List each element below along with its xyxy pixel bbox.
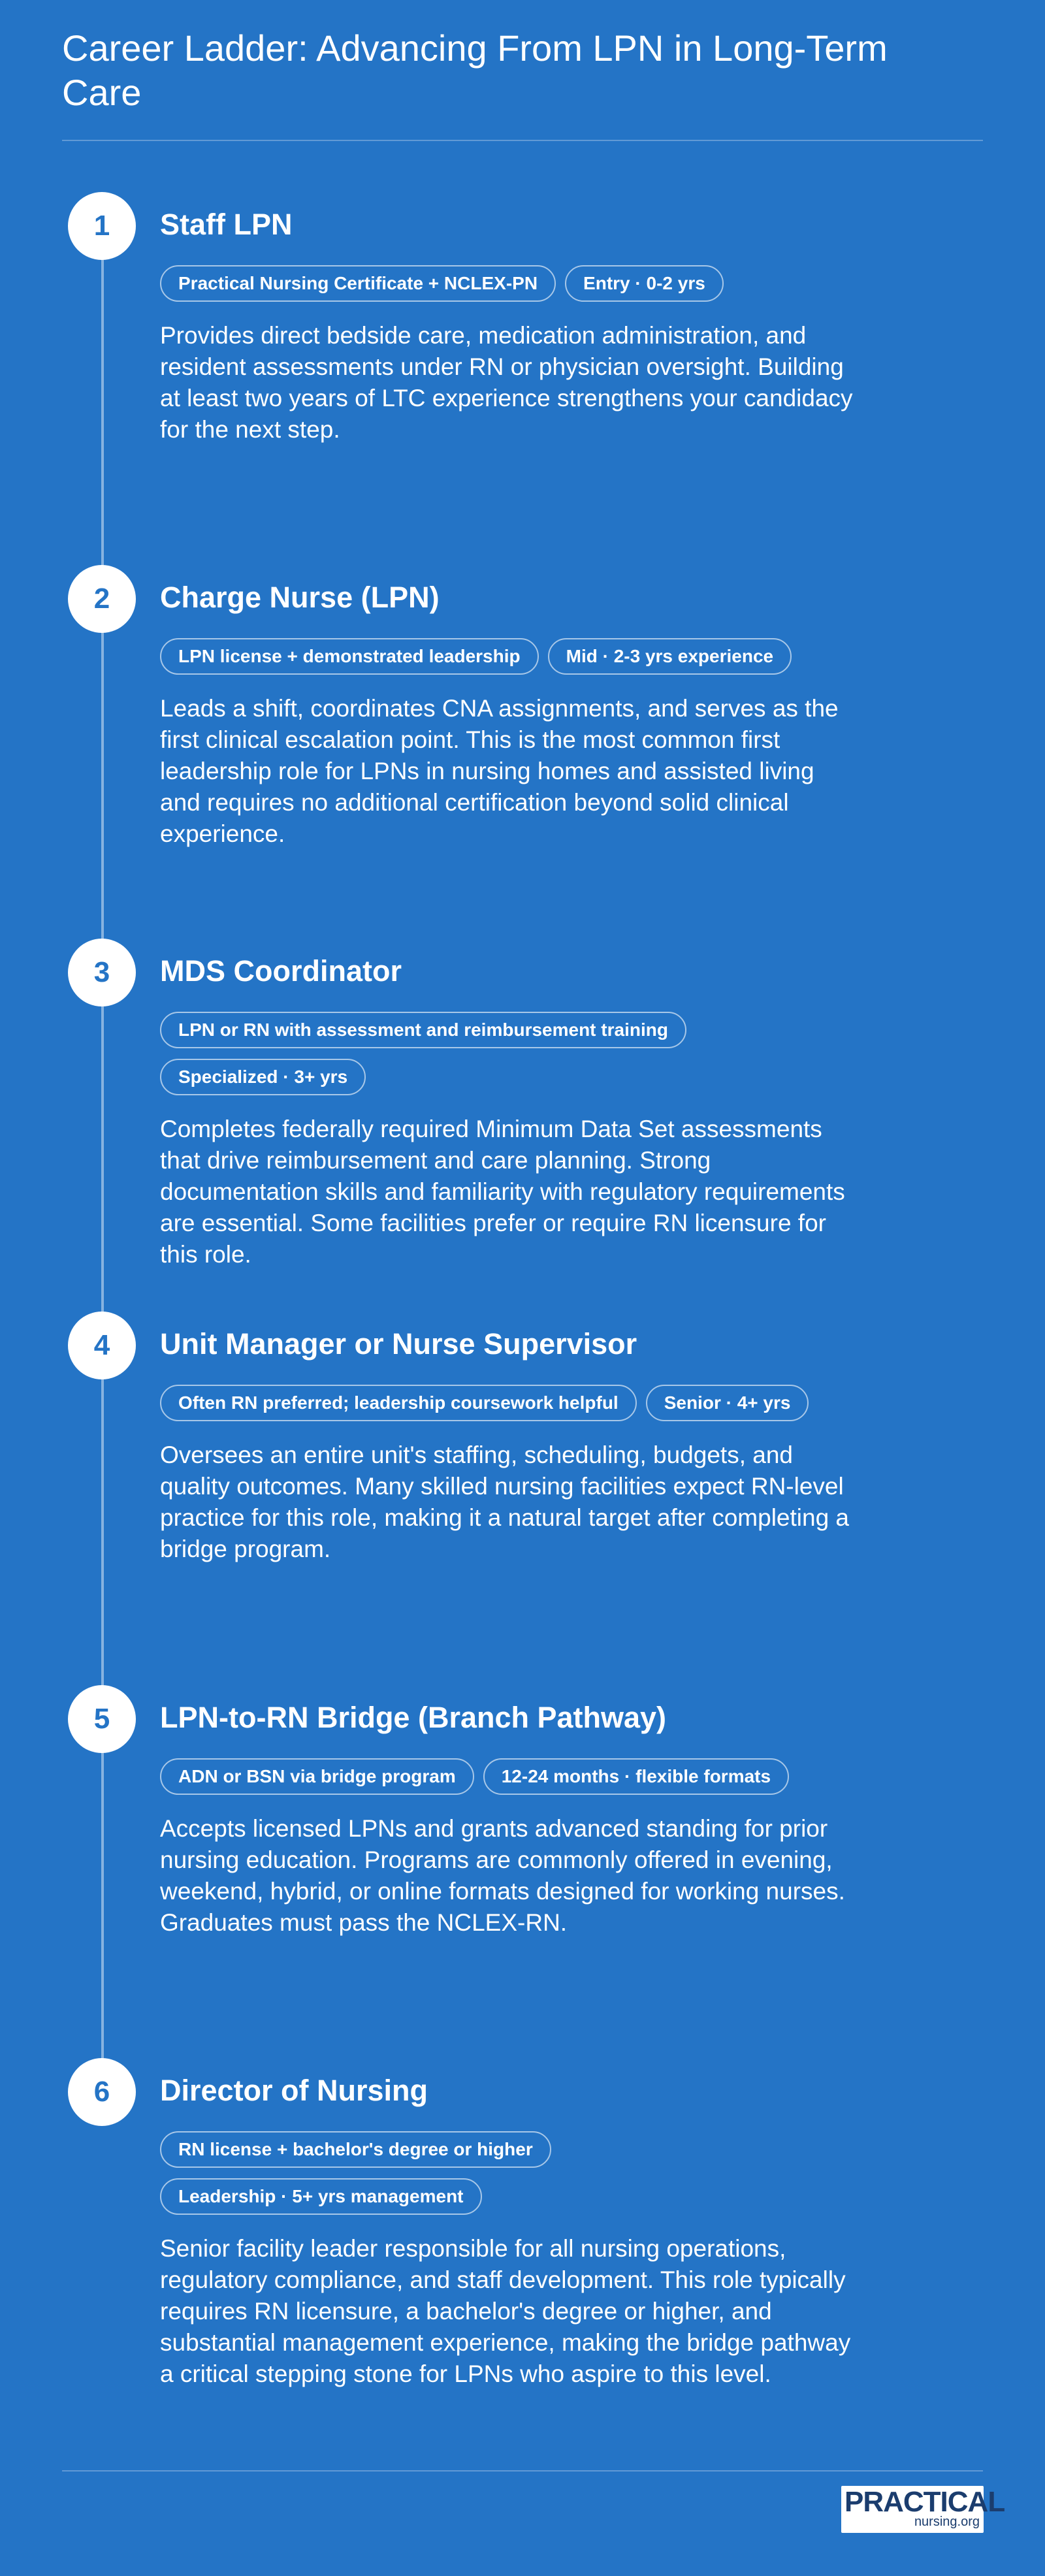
- step-content: [160, 565, 911, 850]
- footer-divider: [62, 2470, 983, 2471]
- level-tag: Senior · 4+ yrs: [646, 1385, 809, 1421]
- level-tag: Specialized · 3+ yrs: [160, 1059, 366, 1095]
- credential-tag: LPN or RN with assessment and reimbursement training: [160, 1012, 686, 1048]
- step-description: Accepts licensed LPNs and grants advanced standing for prior nursing education. Programs are commonly offered in evening, weekend, hybrid, or online formats designed for working nurses. Graduates must pass the NCLEX-RN.: [160, 1815, 845, 1936]
- step-description: Completes federally required Minimum Data Set assessments that drive reimbursement and care planning. Strong documentation skills and familiarity with regulatory requirements are essential. Some facilities prefer or require RN licensure for this role.: [160, 1116, 845, 1268]
- credential-tag: LPN license + demonstrated leadership: [160, 638, 539, 675]
- step-number-badge: 4: [68, 1312, 136, 1379]
- level-tag: Leadership · 5+ yrs management: [160, 2178, 482, 2215]
- step-description: Oversees an entire unit's staffing, scheduling, budgets, and quality outcomes. Many skilled nursing facilities expect RN-level practice for this role, making it a natural target after completing a bridge program.: [160, 1441, 850, 1562]
- step-content: [160, 2058, 911, 2390]
- step-title: Director of Nursing: [160, 2074, 428, 2107]
- requirement-tags: [160, 265, 911, 302]
- step-title: Charge Nurse (LPN): [160, 581, 440, 614]
- requirement-tags: [160, 1385, 911, 1421]
- step-content: [160, 939, 911, 1270]
- step-title: Staff LPN: [160, 208, 293, 241]
- credential-tag: Practical Nursing Certificate + NCLEX-PN: [160, 265, 556, 302]
- logo-wordmark: PRACTICAL: [844, 2486, 1005, 2518]
- step-number-badge: 5: [68, 1685, 136, 1753]
- step-number-badge: 2: [68, 565, 136, 633]
- level-tag: Mid · 2-3 yrs experience: [548, 638, 792, 675]
- credential-tag: ADN or BSN via bridge program: [160, 1758, 474, 1795]
- level-tag: Entry · 0-2 yrs: [565, 265, 724, 302]
- requirement-tags: [160, 1012, 748, 1095]
- practical-nursing-logo: [841, 2486, 1005, 2533]
- step-title: LPN-to-RN Bridge (Branch Pathway): [160, 1701, 667, 1734]
- step-title: Unit Manager or Nurse Supervisor: [160, 1327, 637, 1360]
- requirement-tags: [160, 2131, 748, 2215]
- level-tag: 12-24 months · flexible formats: [483, 1758, 789, 1795]
- page-title: Career Ladder: Advancing From LPN in Long-Term Care: [62, 27, 888, 113]
- requirement-tags: [160, 638, 911, 675]
- step-content: [160, 1685, 911, 1939]
- credential-tag: Often RN preferred; leadership coursework helpful: [160, 1385, 637, 1421]
- step-number-badge: 3: [68, 939, 136, 1006]
- requirement-tags: [160, 1758, 911, 1795]
- credential-tag: RN license + bachelor's degree or higher: [160, 2131, 551, 2168]
- step-description: Provides direct bedside care, medication administration, and resident assessments under RN or physician oversight. Building at least two years of LTC experience strengthens your candidacy for the next step.: [160, 322, 853, 443]
- step-number-badge: 6: [68, 2058, 136, 2126]
- step-title: MDS Coordinator: [160, 954, 402, 988]
- step-content: [160, 1312, 911, 1565]
- step-description: Leads a shift, coordinates CNA assignments, and serves as the first clinical escalation point. This is the most common first leadership role for LPNs in nursing homes and assisted living and requires no additional certification beyond solid clinical experience.: [160, 695, 839, 847]
- header-divider: [62, 140, 983, 141]
- timeline-line: [101, 225, 104, 2093]
- logo-domain: nursing.org: [914, 2515, 980, 2529]
- step-number-badge: 1: [68, 192, 136, 260]
- step-content: [160, 192, 911, 445]
- step-description: Senior facility leader responsible for all nursing operations, regulatory compliance, and staff development. This role typically requires RN licensure, a bachelor's degree or higher, and substantial management experience, making the bridge pathway a critical stepping stone for LPNs who aspire to this level.: [160, 2235, 851, 2387]
